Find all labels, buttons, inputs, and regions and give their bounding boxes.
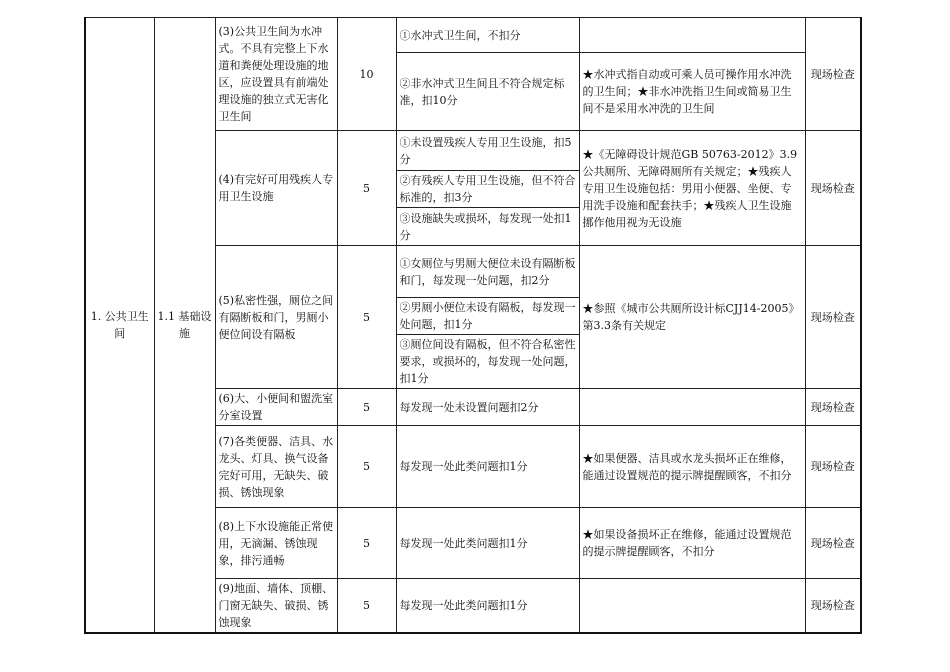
deduction-cell: 每发现一处此类问题扣1分	[396, 426, 579, 508]
note-cell: ★《无障碍设计规范GB 50763-2012》3.9公共厕所、无障碍厕所有关规定；★残疾人专用卫生设施包括：男用小便器、坐便、专用洗手设施和配套扶手；★残疾人卫生设施挪作他用视为无设施	[579, 131, 805, 246]
item-cell: (5)私密性强，厕位之间有隔断板和门，男厕小便位间设有隔板	[215, 246, 337, 389]
method-cell: 现场检查	[805, 389, 861, 426]
method-cell: 现场检查	[805, 131, 861, 246]
score-cell: 5	[337, 389, 396, 426]
inspection-criteria-table	[84, 17, 862, 634]
deduction-cell: ③厕位间设有隔板，但不符合私密性要求，或损坏的，每发现一处问题，扣1分	[396, 335, 579, 389]
deduction-cell: ②男厕小便位未设有隔板，每发现一处问题，扣1分	[396, 298, 579, 335]
method-cell: 现场检查	[805, 426, 861, 508]
score-cell: 5	[337, 508, 396, 579]
score-cell: 5	[337, 579, 396, 634]
note-cell: ★如果设备损坏正在维修，能通过设置规范的提示牌提醒顾客，不扣分	[579, 508, 805, 579]
score-cell: 5	[337, 246, 396, 389]
note-cell-empty	[579, 389, 805, 426]
category-cell: 1. 公共卫生间	[85, 18, 154, 634]
item-cell: (8)上下水设施能正常使用，无滴漏、锈蚀现象，排污通畅	[215, 508, 337, 579]
method-cell: 现场检查	[805, 508, 861, 579]
item-cell: (9)地面、墙体、顶棚、门窗无缺失、破损、锈蚀现象	[215, 579, 337, 634]
note-cell: ★参照《城市公共厕所设计标CJJ14-2005》第3.3条有关规定	[579, 246, 805, 389]
item-cell: (7)各类便器、洁具、水龙头、灯具、换气设备完好可用，无缺失、破损、锈蚀现象	[215, 426, 337, 508]
method-cell: 现场检查	[805, 579, 861, 634]
deduction-cell: ①水冲式卫生间，不扣分	[396, 18, 579, 53]
score-cell: 5	[337, 131, 396, 246]
item-cell: (6)大、小便间和盥洗室分室设置	[215, 389, 337, 426]
deduction-cell: ②有残疾人专用卫生设施，但不符合标准的，扣3分	[396, 171, 579, 208]
deduction-cell: ②非水冲式卫生间且不符合规定标准，扣10分	[396, 53, 579, 131]
deduction-cell: 每发现一处未设置问题扣2分	[396, 389, 579, 426]
subcategory-cell: 1.1 基础设施	[154, 18, 215, 634]
item-cell: (4)有完好可用残疾人专用卫生设施	[215, 131, 337, 246]
deduction-cell: ③设施缺失或损坏，每发现一处扣1分	[396, 208, 579, 246]
deduction-cell: ①女厕位与男厕大便位未设有隔断板和门，每发现一处问题，扣2分	[396, 246, 579, 298]
deduction-cell: 每发现一处此类问题扣1分	[396, 579, 579, 634]
deduction-cell: 每发现一处此类问题扣1分	[396, 508, 579, 579]
note-cell-empty	[579, 579, 805, 634]
note-cell: ★水冲式指自动或可乘人员可操作用水冲洗的卫生间；★非水冲洗指卫生间或简易卫生间不是采用水冲洗的卫生间	[579, 53, 805, 131]
item-cell: (3)公共卫生间为水冲式。不具有完整上下水道和粪便处理设施的地区，应设置具有前端处理设施的独立式无害化卫生间	[215, 18, 337, 131]
deduction-cell: ①未设置残疾人专用卫生设施，扣5分	[396, 131, 579, 171]
score-cell: 10	[337, 18, 396, 131]
note-cell: ★如果便器、洁具或水龙头损坏正在维修，能通过设置规范的提示牌提醒顾客，不扣分	[579, 426, 805, 508]
method-cell: 现场检查	[805, 246, 861, 389]
note-cell-empty	[579, 18, 805, 53]
score-cell: 5	[337, 426, 396, 508]
method-cell: 现场检查	[805, 18, 861, 131]
